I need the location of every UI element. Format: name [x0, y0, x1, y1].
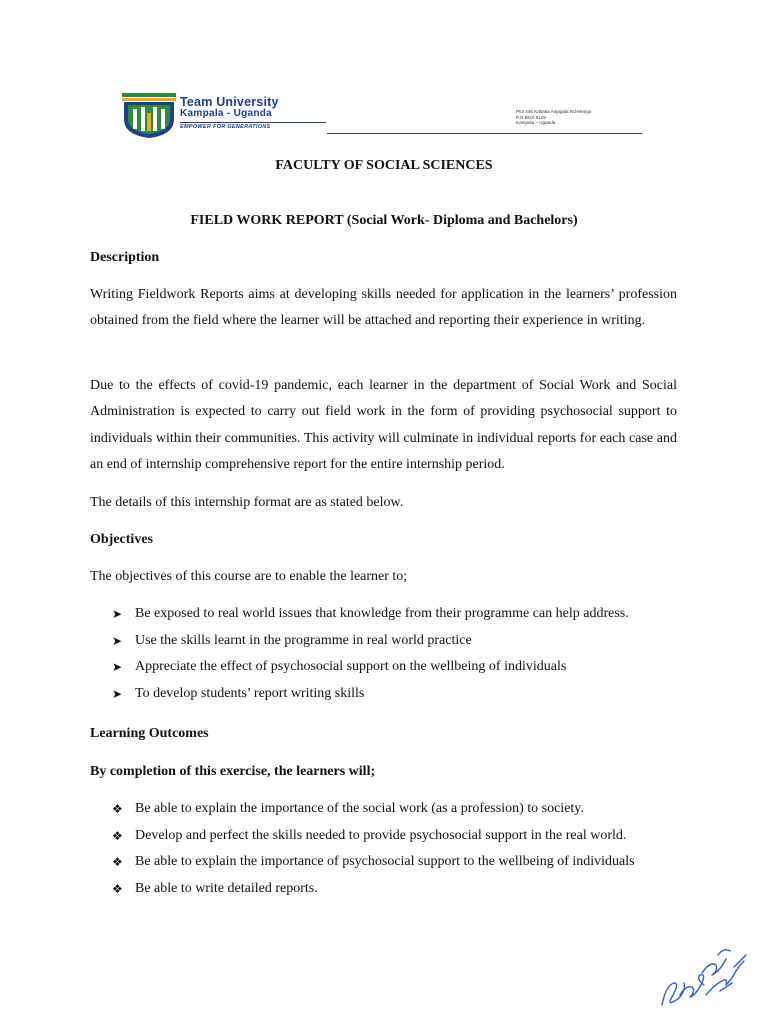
address-block: [516, 109, 591, 126]
list-item: [112, 633, 629, 660]
list-item: [112, 881, 635, 908]
learning-outcomes-heading: Learning Outcomes: [90, 726, 209, 741]
university-tagline: EMPOWER FOR GENERATIONS: [180, 124, 271, 130]
diamond-bullet-icon: ❖: [112, 881, 123, 896]
description-paragraph-3: The details of this internship format are as stated below.: [90, 495, 404, 510]
objective-text: Be exposed to real world issues that knowledge from their programme can help address.: [135, 606, 629, 621]
arrow-bullet-icon: ➤: [112, 686, 123, 701]
outcome-text: Be able to explain the importance of the social work (as a profession) to society.: [135, 801, 584, 816]
address-underline: [327, 133, 642, 134]
university-logo-icon: [122, 93, 176, 138]
diamond-bullet-icon: ❖: [112, 828, 123, 843]
list-item: [112, 659, 629, 686]
handwritten-signature: [656, 925, 752, 1013]
description-paragraph-2: Due to the effects of covid-19 pandemic, each learner in the department of Social Work and Social Administration is expected to carry out field work in the form of providing psychosocial support to individuals within their communities. This activity will culminate in individual reports for each case and an end of internship comprehensive report for the entire internship period.: [90, 378, 677, 473]
list-item: [112, 828, 635, 855]
list-item: [112, 606, 629, 633]
list-item: [112, 801, 635, 828]
address-line: P.O.BOX 8128: [516, 114, 546, 120]
objectives-intro: The objectives of this course are to enable the learner to;: [90, 569, 408, 584]
faculty-title: FACULTY OF SOCIAL SCIENCES: [275, 158, 493, 173]
objectives-heading: Objectives: [90, 532, 153, 547]
arrow-bullet-icon: ➤: [112, 660, 123, 674]
objective-text: To develop students’ report writing skills: [135, 685, 365, 701]
list-item: [112, 854, 635, 881]
arrow-bullet-icon: ➤: [112, 633, 123, 648]
description-paragraph-1: Writing Fieldwork Reports aims at developing skills needed for application in the learners’ profession obtained from the field where the learner will be attached and reporting their experience in writing.: [90, 287, 677, 329]
learning-outcomes-subheading: By completion of this exercise, the learners will;: [90, 764, 376, 779]
objective-text: Use the skills learnt in the programme in real world practice: [135, 632, 472, 648]
objectives-list: [112, 606, 629, 712]
outcome-text: Develop and perfect the skills needed to provide psychosocial support in the real world.: [135, 827, 627, 843]
letterhead-rule: [180, 122, 326, 123]
university-name: Team University: [180, 95, 279, 109]
diamond-bullet-icon: ❖: [112, 802, 123, 816]
outcome-text: Be able to explain the importance of psychosocial support to the wellbeing of individuals: [135, 854, 635, 869]
list-item: [112, 686, 629, 713]
diamond-bullet-icon: ❖: [112, 855, 123, 869]
description-heading: Description: [90, 250, 160, 265]
outcome-text: Be able to write detailed reports.: [135, 880, 318, 896]
address-line: Plot 446 Kabaka Anjagala Rd-Mengo: [516, 109, 592, 114]
university-location: Kampala - Uganda: [180, 108, 273, 119]
objective-text: Appreciate the effect of psychosocial support on the wellbeing of individuals: [135, 659, 567, 674]
arrow-bullet-icon: ➤: [112, 607, 123, 621]
learning-outcomes-list: [112, 801, 635, 907]
letterhead: [122, 93, 642, 138]
report-title: FIELD WORK REPORT (Social Work- Diploma and Bachelors): [190, 213, 578, 228]
address-line: Kampala – Uganda: [516, 120, 556, 126]
